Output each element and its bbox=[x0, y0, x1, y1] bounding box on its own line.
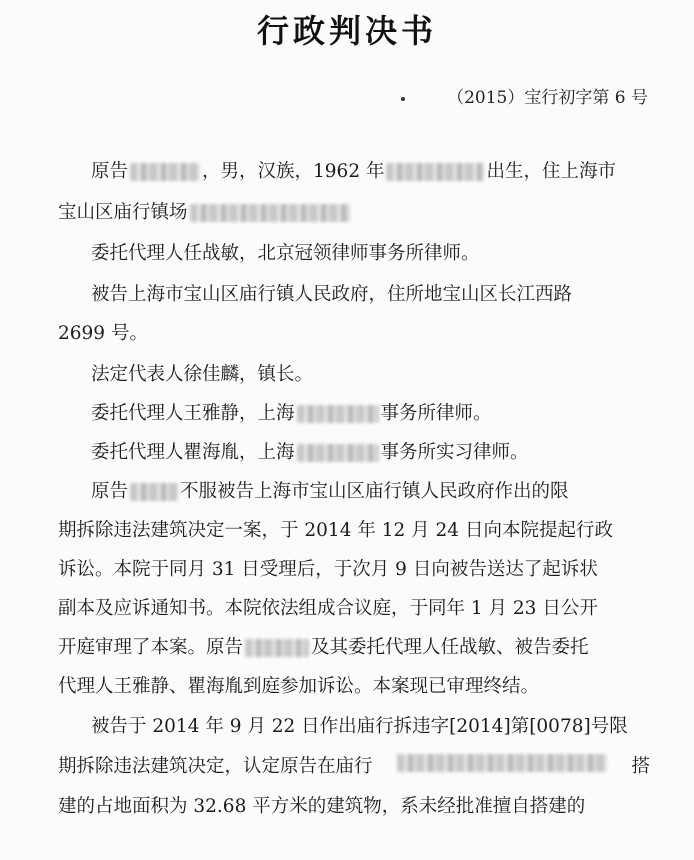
text: ，男，汉族，1962 年 bbox=[202, 161, 385, 182]
redacted-name bbox=[130, 163, 200, 181]
body-line: 诉讼。本院于同月 31 日受理后，于次月 9 日向被告送达了起诉状 bbox=[58, 559, 598, 580]
defendant-agent1-line bbox=[91, 401, 492, 427]
case-intro-line bbox=[91, 479, 569, 505]
document-title: 行政判决书 bbox=[256, 12, 437, 50]
text: 及其委托代理人任战敏、被告委托 bbox=[311, 637, 589, 658]
redacted-birthdate bbox=[386, 163, 484, 181]
text: 搭 bbox=[631, 756, 650, 777]
defendant-line: 被告上海市宝山区庙行镇人民政府，住所地宝山区长江西路 bbox=[91, 284, 573, 305]
ink-dot bbox=[401, 97, 405, 101]
text: 原告 bbox=[91, 481, 129, 502]
body-line bbox=[58, 635, 589, 661]
text: 开庭审理了本案。原告 bbox=[58, 637, 244, 658]
plaintiff-line bbox=[91, 159, 616, 185]
text: 不服被告上海市宝山区庙行镇人民政府作出的限 bbox=[180, 481, 569, 502]
redacted-name bbox=[130, 483, 178, 501]
redacted-firm bbox=[297, 405, 379, 423]
text: 原告 bbox=[91, 161, 129, 182]
plaintiff-agent-line: 委托代理人任战敏，北京冠领律师事务所律师。 bbox=[91, 243, 480, 264]
redacted-address bbox=[190, 204, 350, 222]
body-line bbox=[58, 754, 650, 780]
body-line: 建的占地面积为 32.68 平方米的建筑物，系未经批准擅自搭建的 bbox=[58, 796, 586, 817]
text: 事务所律师。 bbox=[380, 403, 492, 424]
text: 事务所实习律师。 bbox=[380, 442, 529, 463]
body-line: 被告于 2014 年 9 月 22 日作出庙行拆违字[2014]第[0078]号限 bbox=[91, 716, 628, 737]
defendant-agent2-line bbox=[91, 440, 529, 466]
legal-rep-line: 法定代表人徐佳麟，镇长。 bbox=[91, 364, 314, 385]
text: 委托代理人瞿海胤，上海 bbox=[91, 442, 295, 463]
body-line: 代理人王雅静、瞿海胤到庭参加诉讼。本案现已审理终结。 bbox=[58, 676, 540, 697]
defendant-address-line: 2699 号。 bbox=[58, 323, 148, 344]
redacted-firm bbox=[297, 444, 379, 462]
redacted-name bbox=[245, 639, 309, 657]
text: 宝山区庙行镇场 bbox=[58, 202, 188, 223]
body-line: 期拆除违法建筑决定一案，于 2014 年 12 月 24 日向本院提起行政 bbox=[58, 520, 613, 541]
text: 期拆除违法建筑决定，认定原告在庙行 bbox=[58, 756, 373, 777]
text: 委托代理人王雅静，上海 bbox=[91, 403, 295, 424]
redacted-location bbox=[397, 754, 607, 772]
case-number: （2015）宝行初字第 6 号 bbox=[447, 88, 648, 108]
body-line: 副本及应诉通知书。本院依法组成合议庭，于同年 1 月 23 日公开 bbox=[58, 598, 598, 619]
text: 出生，住上海市 bbox=[486, 161, 616, 182]
plaintiff-address-line bbox=[58, 200, 352, 226]
